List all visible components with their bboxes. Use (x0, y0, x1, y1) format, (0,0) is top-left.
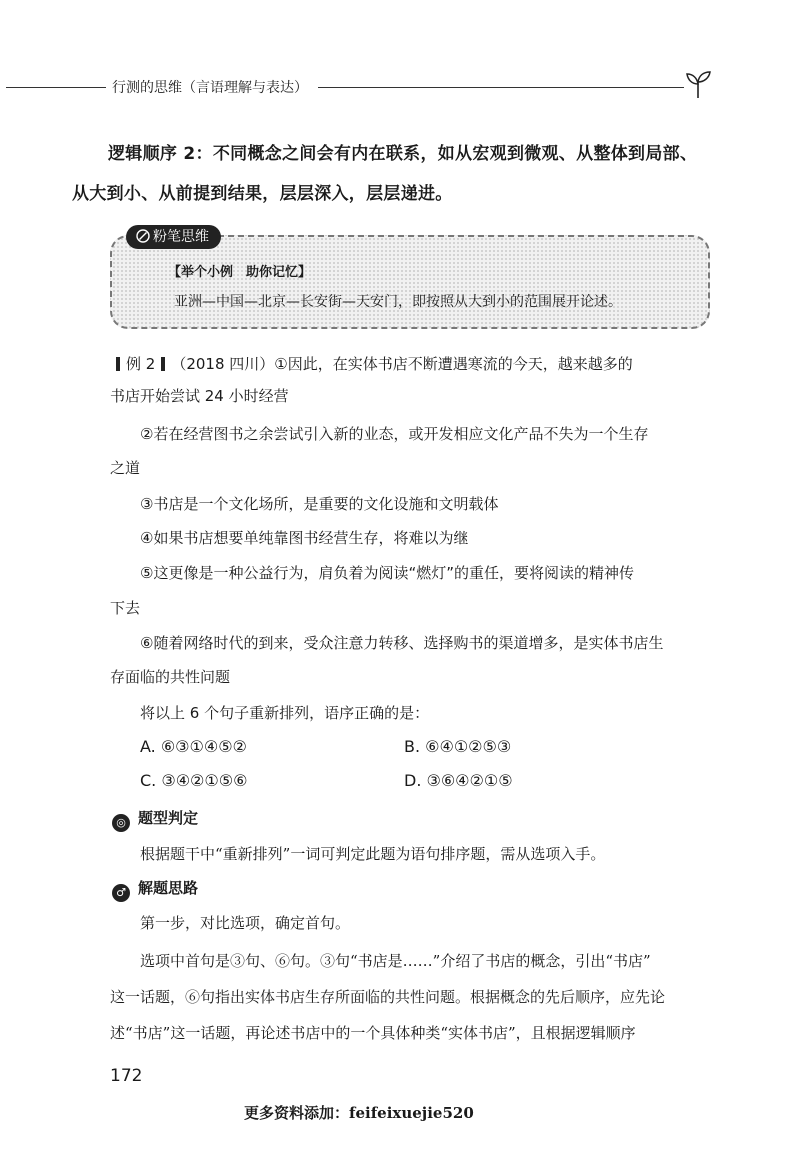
sentence-1-line-2: 书店开始尝试 24 小时经营 (110, 387, 289, 405)
sentence-2-line-1: ②若在经营图书之余尝试引入新的业态，或开发相应文化产品不失为一个生存 (140, 425, 649, 443)
chalk-box-example: 亚洲—中国—北京—长安街—天安门，即按照从大到小的范围展开论述。 (174, 294, 622, 310)
sentence-5-line-1: ⑤这更像是一种公益行为，肩负着为阅读“燃灯”的重任，要将阅读的精神传 (140, 564, 634, 582)
solution-para-line-1: 选项中首句是③句、⑥句。③句“书店是……”介绍了书店的概念，引出“书店” (140, 952, 651, 970)
header-rule-left (6, 87, 106, 88)
solution-step-1: 第一步，对比选项，确定首句。 (140, 914, 351, 932)
type-section-title: 题型判定 (138, 809, 199, 827)
chalk-icon (136, 229, 150, 243)
sentence-4: ④如果书店想要单纯靠图书经营生存，将难以为继 (140, 529, 469, 547)
question-source: （2018 四川） (171, 355, 275, 373)
sentence-6-line-2: 存面临的共性问题 (110, 668, 231, 686)
chalk-thinking-tag (126, 225, 221, 249)
label-bar-right (161, 357, 165, 371)
target-icon: ◎ (112, 814, 130, 832)
type-section-text: 根据题干中“重新排列”一词可判定此题为语句排序题，需从选项入手。 (140, 845, 606, 863)
example-label-text: 例 2 (126, 355, 156, 373)
intro-paragraph (72, 134, 728, 214)
type-section-heading (112, 807, 198, 832)
solution-section-heading (112, 877, 198, 902)
chalk-thinking-tag-text: 粉笔思维 (153, 229, 209, 245)
sentence-1-line-1: ①因此，在实体书店不断遭遇寒流的今天，越来越多的 (274, 355, 633, 373)
header-title: 行测的思维（言语理解与表达） (112, 80, 308, 96)
sprout-icon (682, 68, 714, 100)
label-bar-left (116, 357, 120, 371)
option-d: D. ③⑥④②①⑤ (404, 771, 513, 790)
option-c: C. ③④②①⑤⑥ (140, 771, 248, 790)
question-heading (110, 354, 633, 374)
intro-line-2: 从大到小、从前提到结果，层层深入，层层递进。 (72, 184, 453, 204)
solution-section-title: 解题思路 (138, 879, 199, 897)
sentence-3: ③书店是一个文化场所，是重要的文化设施和文明载体 (140, 495, 499, 513)
solution-para-line-2: 这一话题，⑥句指出实体书店生存所面临的共性问题。根据概念的先后顺序，应先论 (110, 988, 666, 1006)
page-number: 172 (110, 1066, 143, 1086)
chalk-box-subhead: 【举个小例 助你记忆】 (168, 265, 312, 280)
sentence-2-line-2: 之道 (110, 459, 141, 477)
key-icon: ♂ (112, 884, 130, 902)
solution-para-line-3: 述“书店”这一话题，再论述书店中的一个具体种类“实体书店”，且根据逻辑顺序 (110, 1024, 636, 1042)
example-label (110, 354, 171, 374)
question-prompt: 将以上 6 个句子重新排列，语序正确的是： (140, 704, 430, 722)
intro-line-1: 逻辑顺序 2：不同概念之间会有内在联系，如从宏观到微观、从整体到局部、 (108, 144, 698, 164)
option-b: B. ⑥④①②⑤③ (404, 737, 512, 756)
sentence-6-line-1: ⑥随着网络时代的到来，受众注意力转移、选择购书的渠道增多，是实体书店生 (140, 634, 664, 652)
option-a: A. ⑥③①④⑤② (140, 737, 247, 756)
chalk-thinking-box (110, 229, 710, 329)
header-rule-right (318, 87, 684, 88)
sentence-5-line-2: 下去 (110, 599, 141, 617)
running-header (0, 72, 800, 102)
footer-note: 更多资料添加：feifeixuejie520 (244, 1104, 474, 1122)
